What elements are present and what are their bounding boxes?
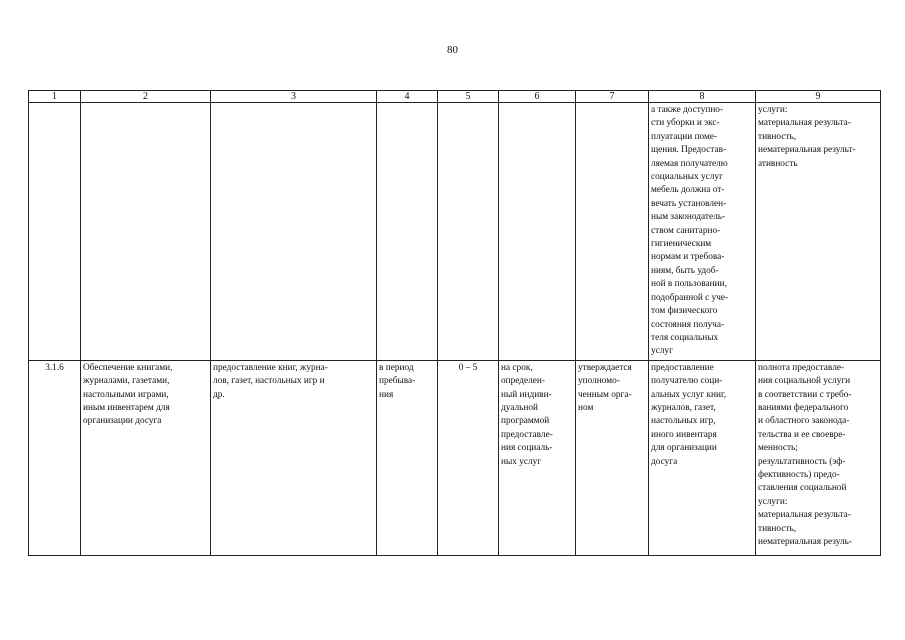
cell-line: нематериальная резуль- xyxy=(758,537,852,547)
cell-line: ный индиви- xyxy=(501,389,552,400)
cell-line: состояния получа- xyxy=(651,319,725,330)
cell-line: тивность, xyxy=(758,523,797,534)
cell-line: услуги: xyxy=(758,496,788,507)
cell-line: ченным орга- xyxy=(578,389,632,400)
cell-line: журналов, газет, xyxy=(651,402,716,413)
cell-line: материальная результа- xyxy=(758,510,851,521)
table-cell xyxy=(499,360,576,555)
cell-line: вечать установлен- xyxy=(651,198,727,209)
table-cell xyxy=(377,103,438,361)
cell-line: а также доступно- xyxy=(651,105,724,115)
cell-line: менность; xyxy=(758,443,798,454)
cell-line: том физического xyxy=(651,306,718,317)
cell-line: полнота предоставле- xyxy=(758,362,845,373)
cell-line: теля социальных xyxy=(651,332,719,343)
cell-line: тивность, xyxy=(758,131,797,142)
header-cell: 1 xyxy=(29,91,81,103)
table-cell xyxy=(756,360,881,555)
table-cell: 0 – 5 xyxy=(438,360,499,555)
cell-line: услуги: xyxy=(758,105,788,115)
cell-line: получателю соци- xyxy=(651,376,723,387)
cell-line: тельства и ее своевре- xyxy=(758,429,846,440)
cell-line: щения. Предостав- xyxy=(651,145,727,156)
cell-line: досуга xyxy=(651,456,678,467)
cell-line: в соответствии с требо- xyxy=(758,389,852,400)
cell-line: определен- xyxy=(501,376,545,387)
header-cell: 2 xyxy=(81,91,211,103)
table-cell xyxy=(649,103,756,361)
cell-line: плуатации поме- xyxy=(651,131,718,142)
table-cell xyxy=(377,360,438,555)
table-cell xyxy=(29,103,81,361)
header-cell: 5 xyxy=(438,91,499,103)
cell-line: иного инвентаря xyxy=(651,429,717,440)
cell-line: дуальной xyxy=(501,402,538,413)
cell-line: ной в пользовании, xyxy=(651,279,727,290)
cell-line: нормам и требова- xyxy=(651,252,725,263)
cell-line: сти уборки и экс- xyxy=(651,118,720,129)
header-cell: 6 xyxy=(499,91,576,103)
cell-line: ставления социальной xyxy=(758,483,847,494)
header-cell: 8 xyxy=(649,91,756,103)
cell-line: ных услуг xyxy=(501,456,542,467)
cell-line: ативность xyxy=(758,158,798,169)
cell-line: уполномо- xyxy=(578,376,620,387)
cell-line: ном xyxy=(578,402,594,413)
table-cell xyxy=(576,360,649,555)
cell-line: иным инвентарем для xyxy=(83,402,170,413)
services-table xyxy=(28,90,881,556)
cell-line: ниям, быть удоб- xyxy=(651,265,719,276)
cell-line: Обеспечение книгами, xyxy=(83,362,173,373)
cell-line: на срок, xyxy=(501,362,533,373)
cell-line: ния социальной услуги xyxy=(758,376,851,387)
cell-line: утверждается xyxy=(578,362,632,373)
cell-line: программой xyxy=(501,416,550,427)
cell-line: настольных игр, xyxy=(651,416,716,427)
cell-line: и областного законода- xyxy=(758,416,850,427)
cell-line: ния социаль- xyxy=(501,443,553,454)
cell-line: лов, газет, настольных игр и xyxy=(213,376,325,387)
table-cell xyxy=(756,103,881,361)
cell-line: ным законодатель- xyxy=(651,212,726,223)
cell-line: журналами, газетами, xyxy=(83,376,170,387)
cell-line: предоставле- xyxy=(501,429,553,440)
cell-line: ством санитарно- xyxy=(651,225,721,236)
table-cell xyxy=(211,103,377,361)
cell-line: мебель должна от- xyxy=(651,185,725,196)
header-row xyxy=(29,91,881,103)
cell-line: ляемая получателю xyxy=(651,158,728,169)
table-cell xyxy=(211,360,377,555)
table-row xyxy=(29,360,881,555)
cell-line: для организации xyxy=(651,443,717,454)
table-cell xyxy=(649,360,756,555)
cell-line: подобранной с уче- xyxy=(651,292,729,303)
header-cell: 9 xyxy=(756,91,881,103)
cell-line: альных услуг книг, xyxy=(651,389,727,400)
cell-line: материальная результа- xyxy=(758,118,851,129)
table-cell xyxy=(576,103,649,361)
table-cell xyxy=(81,103,211,361)
cell-line: пребыва- xyxy=(379,376,416,387)
cell-line: предоставление xyxy=(651,362,714,373)
cell-line: нематериальная результ- xyxy=(758,145,856,156)
cell-line: др. xyxy=(213,389,225,400)
header-cell: 7 xyxy=(576,91,649,103)
cell-line: ваниями федерального xyxy=(758,402,849,413)
cell-line: результативность (эф- xyxy=(758,456,846,467)
cell-line: гигиеническим xyxy=(651,239,712,250)
table-cell xyxy=(438,103,499,361)
service-number: 3.1.6 xyxy=(29,360,81,555)
header-cell: 4 xyxy=(377,91,438,103)
cell-line: настольными играми, xyxy=(83,389,169,400)
cell-line: организации досуга xyxy=(83,416,162,427)
cell-line: предоставление книг, журна- xyxy=(213,362,328,373)
cell-line: фективность) предо- xyxy=(758,469,840,480)
cell-line: социальных услуг xyxy=(651,172,723,183)
cell-line: услуг xyxy=(651,346,673,357)
table-row xyxy=(29,103,881,361)
cell-line: ния xyxy=(379,389,394,400)
header-cell: 3 xyxy=(211,91,377,103)
table-cell xyxy=(499,103,576,361)
table-cell xyxy=(81,360,211,555)
cell-line: в период xyxy=(379,362,414,373)
page-number: 80 xyxy=(447,44,458,56)
